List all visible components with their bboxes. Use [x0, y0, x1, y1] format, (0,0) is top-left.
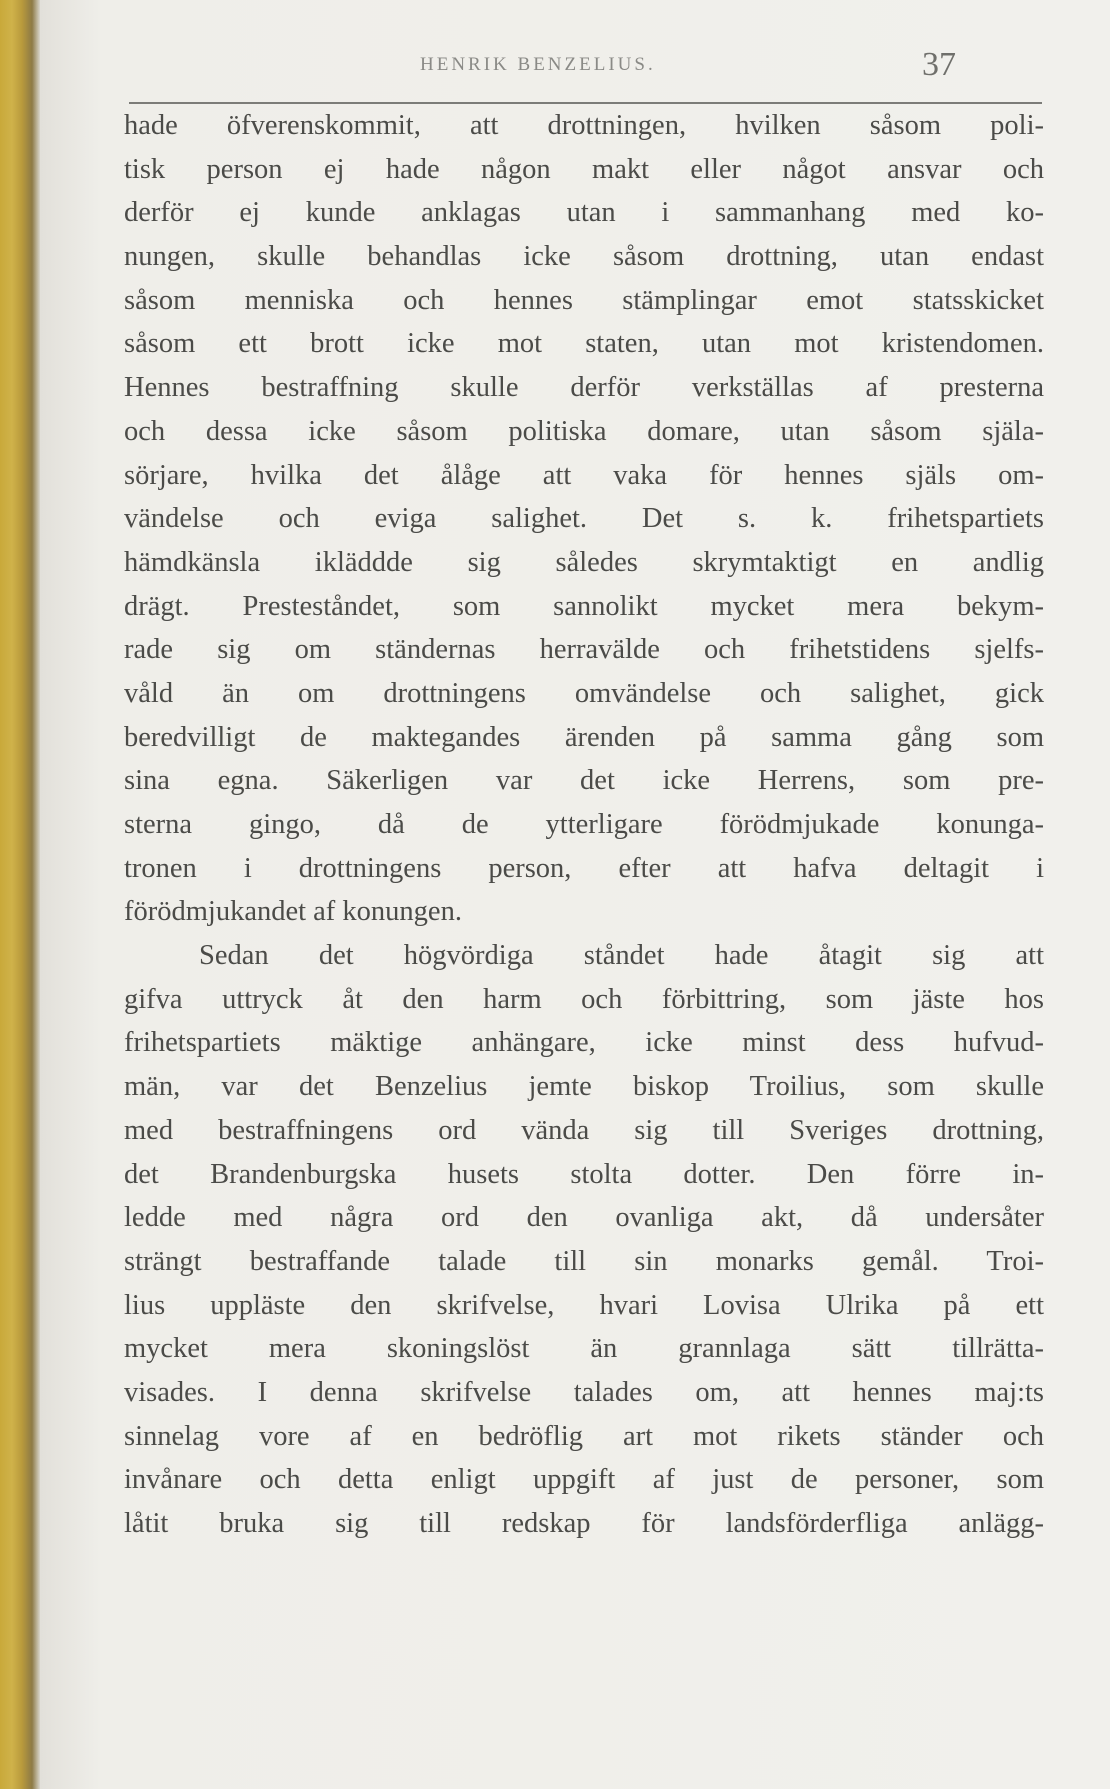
text-line: ledde med några ord den ovanliga akt, då undersåter	[124, 1202, 1044, 1234]
text-line: derför ej kunde anklagas utan i sammanhang med ko-	[124, 197, 1044, 229]
text-line: sinnelag vore af en bedröflig art mot rikets ständer och	[124, 1420, 1044, 1452]
body-text	[124, 104, 1044, 1546]
text-line: våld än om drottningens omvändelse och salighet, gick	[124, 677, 1044, 709]
text-line: mycket mera skoningslöst än grannlaga sätt tillrätta-	[124, 1333, 1044, 1365]
text-line: låtit bruka sig till redskap för landsförderfliga anlägg-	[124, 1508, 1044, 1539]
text-line: strängt bestraffande talade till sin monarks gemål. Troi-	[124, 1245, 1044, 1277]
text-line: nungen, skulle behandlas icke såsom drottning, utan endast	[124, 241, 1044, 273]
book-page	[40, 0, 1110, 1789]
text-line: frihetspartiets mäktige anhängare, icke minst dess hufvud-	[124, 1027, 1044, 1059]
paragraph-start-line: Sedan det högvördiga ståndet hade åtagit sig att	[199, 940, 1044, 972]
text-line: såsom ett brott icke mot staten, utan mot kristendomen.	[124, 328, 1044, 360]
text-line: tisk person ej hade någon makt eller något ansvar och	[124, 153, 1044, 185]
text-line: Hennes bestraffning skulle derför verkställas af presterna	[124, 372, 1044, 404]
text-line: rade sig om ständernas herravälde och frihetstidens sjelfs-	[124, 634, 1044, 666]
text-line: vändelse och eviga salighet. Det s. k. frihetspartiets	[124, 503, 1044, 535]
text-line: lius uppläste den skrifvelse, hvari Lovisa Ulrika på ett	[124, 1289, 1044, 1321]
text-line: män, var det Benzelius jemte biskop Troilius, som skulle	[124, 1071, 1044, 1103]
text-line: såsom menniska och hennes stämplingar emot statsskicket	[124, 284, 1044, 316]
text-line: invånare och detta enligt uppgift af just de personer, som	[124, 1464, 1044, 1496]
text-line: hade öfverenskommit, att drottningen, hvilken såsom poli-	[124, 110, 1044, 141]
text-line: sterna gingo, då de ytterligare förödmjukade konunga-	[124, 809, 1044, 840]
text-line: och dessa icke såsom politiska domare, utan såsom själa-	[124, 415, 1044, 447]
text-line: beredvilligt de maktegandes ärenden på samma gång som	[124, 721, 1044, 753]
text-line: tronen i drottningens person, efter att hafva deltagit i	[124, 852, 1044, 884]
paragraph-end-line: förödmjukandet af konungen.	[124, 896, 462, 928]
running-title: HENRIK BENZELIUS.	[420, 54, 656, 75]
text-line: visades. I denna skrifvelse talades om, att hennes maj:ts	[124, 1376, 1044, 1408]
text-line: gifva uttryck åt den harm och förbittring, som jäste hos	[124, 983, 1044, 1015]
running-head	[40, 40, 1110, 83]
text-line: sörjare, hvilka det ålåge att vaka för hennes själs om-	[124, 459, 1044, 491]
text-line: med bestraffningens ord vända sig till Sveriges drottning,	[124, 1114, 1044, 1146]
text-line: drägt. Presteståndet, som sannolikt mycket mera bekym-	[124, 590, 1044, 622]
page-number: 37	[922, 46, 956, 83]
book-spine	[0, 0, 40, 1789]
text-line: sina egna. Säkerligen var det icke Herrens, som pre-	[124, 765, 1044, 797]
text-line: det Brandenburgska husets stolta dotter. Den förre in-	[124, 1158, 1044, 1190]
text-line: hämdkänsla ikläddde sig således skrymtaktigt en andlig	[124, 546, 1044, 578]
